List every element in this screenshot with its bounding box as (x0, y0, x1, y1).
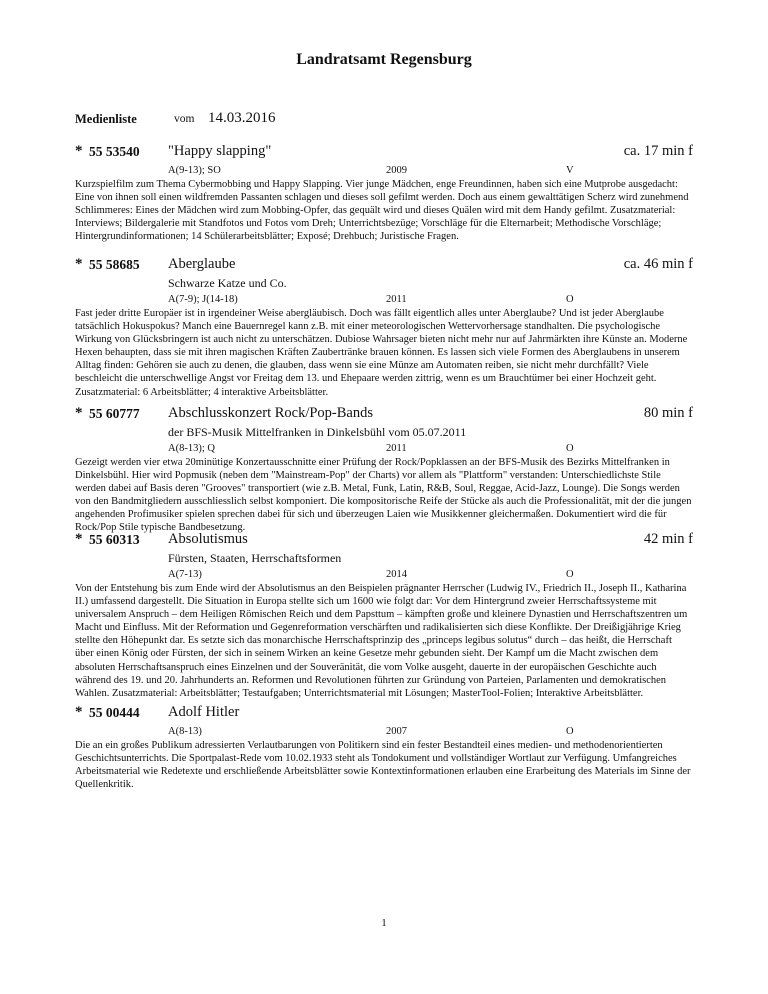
entry-meta (75, 567, 693, 581)
entry-description: Fast jeder dritte Europäer ist in irgendeiner Weise abergläubisch. Doch was fällt eigentlich alles unter Aberglaube? Und ist jeder Aberglaube tatsächlich Hokuspokus? Manch eine Bauernregel kann z.B. mit einer meteorologischen Wettervorhersage standhalten. Die psychologische Wirkung von Glücksbringern ist auch nicht zu unterschätzen. Dubiose Wahrsager bieten nicht mehr nur auf Jahrmärkten ihre Künste an. Moderne Hexen behaupten, dass sie mit ihren magischen Kräften Zaubertränke brauen können. Es lassen sich viele Formen des Aberglaubens in unserem Alltag finden: Gehören sie auch zu denen, die glauben, dass wenn sie eine Münze am Automaten reiben, sie nicht mehr durchfällt? Viele beschleicht die unterschwellige Angst vor Freitag dem 13. und Ehepaare werden zittrig, wenn es um Brauchtümer bei einer Hochzeit geht. Zusatzmaterial: 6 Arbeitsblätter; 4 interaktive Arbeitsblätter. (75, 308, 688, 398)
entry-title: "Happy slapping" (168, 143, 272, 159)
entry-subtitle: Schwarze Katze und Co. (168, 276, 287, 290)
entry-title: Aberglaube (168, 256, 236, 272)
entry-star: * (75, 143, 83, 159)
entry-number: 55 58685 (89, 257, 140, 272)
entry-year: 2011 (386, 294, 407, 305)
entry-meta (75, 441, 693, 455)
entry-number: 55 53540 (89, 144, 140, 159)
entry-star: * (75, 531, 83, 547)
entry-number: 55 60313 (89, 532, 140, 547)
entry-rating: O (566, 443, 574, 454)
entry-description: Kurzspielfilm zum Thema Cybermobbing und Happy Slapping. Vier junge Mädchen, enge Freundinnen, haben sich eine Mutprobe ausgedacht: Eine von ihnen soll einen wildfremden Passanten schlagen und dieses soll gefilmt werden. Doch aus einem gewalttätigen Scherz wird zunehmend Schlimmeres: Eines der Mädchen wird zum Mobbing-Opfer, das gequält wird und dieses Quälen wird mit dem Handy gefilmt. Zusatzmaterial: Interviews; Bildergalerie mit Standfotos und Fotos vom Dreh; Unterrichtsbezüge; Vorschläge für die Elternarbeit; Methodische Vorschläge; Hintergrundinformationen; 14 Schülerarbeitsblätter; Exposé; Drehbuch; Juristische Fragen. (75, 179, 689, 243)
entry-number: 55 00444 (89, 705, 140, 720)
entry-star: * (75, 405, 83, 421)
media-entry (75, 143, 693, 243)
vom-label: vom (174, 113, 195, 125)
entry-rating: O (566, 726, 574, 737)
entry-subtitle: der BFS-Musik Mittelfranken in Dinkelsbühl vom 05.07.2011 (168, 425, 467, 439)
entry-meta (75, 292, 693, 306)
entry-rating: O (566, 294, 574, 305)
entry-audience: A(8-13) (168, 726, 202, 737)
entry-description: Gezeigt werden vier etwa 20minütige Konzertausschnitte einer Prüfung der Rock/Popklassen an der BFS-Musik des Bezirks Mittelfranken in Dinkelsbühl. Hier wird Popmusik (neben dem "Mainstream-Pop" der Charts) vor allem als "Plattform" verstanden: Unterschiedlichste Stile werden dabei auf Basis deren "Grooves" transportiert (wie z.B. Metal, Funk, Latin, R&B, Soul, Reggae, Acid-Jazz, Lounge). Die Songs werden von den Bandmitgliedern ausschliesslich selbst komponiert. Die kompositorische Reife der Stücke als auch die Professionalität, mit der die jungen angehenden Profimusiker spielen sprechen dabei für sich und überzeugen Laien wie Musikkenner gleichermaßen. Dokumentiert wird die für Rock/Pop Stile typische Bandbesetzung. (75, 457, 692, 534)
entry-duration: ca. 46 min f (623, 256, 693, 272)
entry-audience: A(7-13) (168, 569, 202, 580)
media-entry (75, 256, 693, 399)
media-entry (75, 704, 693, 791)
entry-year: 2011 (386, 443, 407, 454)
page-title: Landratsamt Regensburg (296, 51, 472, 68)
entry-meta (75, 163, 693, 177)
entry-duration: 42 min f (643, 531, 693, 547)
media-entry (75, 531, 693, 700)
entry-star: * (75, 704, 83, 720)
entry-subtitle: Fürsten, Staaten, Herrschaftsformen (168, 551, 342, 565)
entry-description: Von der Entstehung bis zum Ende wird der Absolutismus an den Beispielen prägnanter Herrscher (Ludwig IV., Friedrich II., Joseph II., Katharina II.) umfassend dargestellt. Die Situation in Europa stellte sich um 1600 wie folgt dar: Vor dem Hintergrund zweier Herrschaftssysteme mit universalem Anspruch – dem Heiligen Römischen Reich und dem Papsttum – kämpften große und kleinere Dynastien und Herrschaftszentren um Macht und Einfluss. Mit der Reformation und Gegenreformation verschärften und radikalisierten sich diese Konflikte. Der Dreißigjährige Krieg stellte den Höhepunkt dar. Es setzte sich das monarchische Herrschaftsprinzip des „princeps legibus solutus“ durch – das heißt, die Herrschaft über einen König oder Fürsten, der sich in seinem Wirken an keine Gesetze mehr gebunden sieht. Der Kampf um die Macht zwischen dem absoluten Herrschaftsanspruch eines Einzelnen und der Souveränität, die vom Volke ausgeht, dauerte in der europäischen Geschichte auch während des 19. und 20. Jahrhunderts an. Reformen und Revolutionen führten zur Gründung von Parteien, Parlamenten und demokratischen Wahlen. Zusatzmaterial: Arbeitsblätter; Testaufgaben; Unterrichtsmaterial mit Lösungen; MasterTool-Folien; Interaktive Arbeitsblätter. (75, 583, 688, 699)
entry-title: Absolutismus (168, 531, 248, 547)
media-entry (75, 405, 693, 535)
entry-rating: O (566, 569, 574, 580)
list-label: Medienliste (75, 112, 137, 126)
entry-star: * (75, 256, 83, 272)
entry-duration: ca. 17 min f (623, 143, 693, 159)
entry-audience: A(8-13); Q (168, 443, 215, 454)
entry-audience: A(9-13); SO (168, 165, 221, 176)
entry-year: 2014 (386, 569, 407, 580)
entry-duration: 80 min f (643, 405, 693, 421)
entry-rating: V (566, 165, 574, 176)
entry-number: 55 60777 (89, 406, 140, 421)
entry-title: Adolf Hitler (168, 704, 240, 720)
entry-audience: A(7-9); J(14-18) (168, 294, 238, 305)
entry-meta (75, 724, 693, 738)
entry-title: Abschlusskonzert Rock/Pop-Bands (168, 405, 373, 421)
entry-year: 2009 (386, 165, 407, 176)
page-number: 1 (381, 917, 387, 929)
list-date: 14.03.2016 (208, 110, 276, 126)
entry-description: Die an ein großes Publikum adressierten Verlautbarungen von Politikern sind ein fester Bestandteil eines medien- und methodenorientierten Geschichtsunterrichts. Die Sportpalast-Rede vom 10.02.1933 steht als Tondokument und vollständiger Wortlaut zur Verfügung. Umfangreiches Arbeitsmaterial wie Redetexte und erschließende Arbeitsblätter sowie Kontextinformationen erlauben eine Erarbeitung des Materials im Sinne der Quellenkritik. (75, 740, 691, 791)
entry-year: 2007 (386, 726, 407, 737)
